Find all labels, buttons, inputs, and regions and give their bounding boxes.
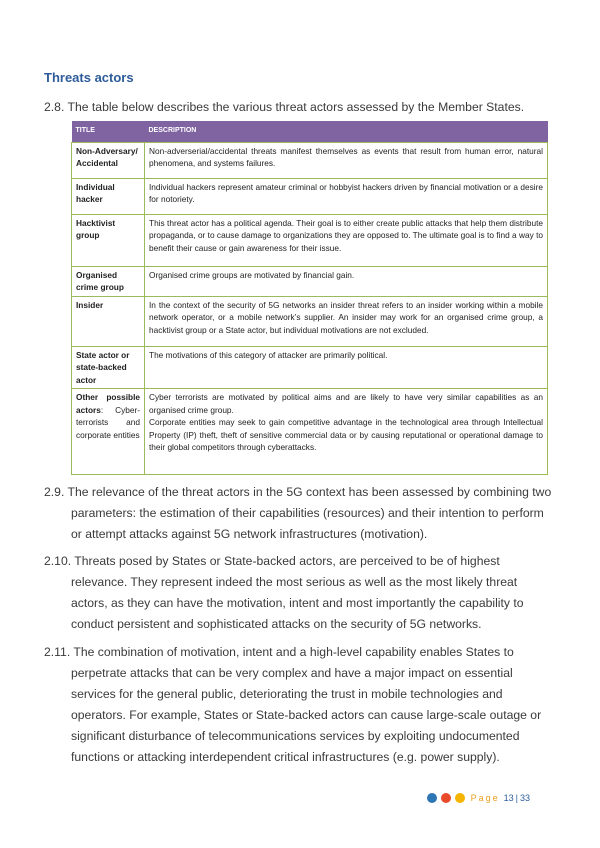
row-description: The motivations of this category of attacker are primarily political. <box>145 346 548 389</box>
blue-dot-icon <box>427 793 437 803</box>
table-header-row <box>72 121 548 142</box>
row-title: Non-Adversary/ Accidental <box>72 142 145 178</box>
row-title: Individual hacker <box>72 178 145 214</box>
yellow-dot-icon <box>455 793 465 803</box>
row-title: Organised crime group <box>72 266 145 296</box>
row-description <box>145 389 548 475</box>
paragraph-text: The combination of motivation, intent and a high-level capability enables States to perpetrate attacks that can be very complex and have a major impact on essential services for the general public, deteriorating the trust in mobile technologies and operators. For example, States or State-backed actors can cause large-scale outage or significant disturbance of telecommunications services by exploiting undocumented functions or attacking interdependent critical infrastructures (e.g. power supply). <box>71 645 542 764</box>
row-description-part-2: Corporate entities may seek to gain competitive advantage in the technological area through Intellectual Property (IP) theft, theft of sensitive commercial data or by causing reputational or operational damage to their global competitors through cyberattacks. <box>149 417 543 452</box>
row-description: Non-adverserial/accidental threats manifest themselves as events that result from human error, natural phenomena, and systems failures. <box>145 142 548 178</box>
page-total: 33 <box>519 793 530 803</box>
row-title-bold: Other possible actors <box>76 392 140 415</box>
row-title: Hacktivist group <box>72 214 145 266</box>
row-title-rest: : Cyber-terrorists and corporate entities <box>76 404 140 440</box>
paragraph-2-9 <box>44 482 557 545</box>
section-heading: Threats actors <box>44 70 134 85</box>
paragraph-2-8 <box>44 97 530 118</box>
paragraph-text: The relevance of the threat actors in the 5G context has been assessed by combining two parameters: the estimation of their capabilities (resources) and their intention to perform or attempt attacks against 5G network infrastructures (motivation). <box>67 485 552 541</box>
row-description: This threat actor has a political agenda. Their goal is to either create public attacks that help them distribute propaganda, or to cause damage to organizations they are opposed to. The ultimate goal is to find a way to benefit their cause or gain awareness for their issue. <box>145 214 548 266</box>
red-dot-icon <box>441 793 451 803</box>
column-header-description: DESCRIPTION <box>145 121 548 142</box>
table-row <box>72 266 548 296</box>
table-row <box>72 178 548 214</box>
row-title <box>72 389 145 475</box>
table-row <box>72 296 548 346</box>
page-separator: | <box>515 793 518 803</box>
page-footer <box>427 793 530 803</box>
row-description: Organised crime groups are motivated by financial gain. <box>145 266 548 296</box>
table-row <box>72 389 548 475</box>
paragraph-2-10 <box>44 551 557 635</box>
paragraph-number: 2.10. <box>44 554 72 568</box>
paragraph-number: 2.8. <box>44 100 65 114</box>
page-current: 13 <box>503 793 514 803</box>
page-label: Page <box>470 793 500 803</box>
paragraph-2-11 <box>44 642 557 768</box>
row-description-part-1: Cyber terrorists are motivated by political aims and are likely to have very similar capabilities as an organised crime group. <box>149 392 543 415</box>
column-header-title: TITLE <box>72 121 145 142</box>
paragraph-text: The table below describes the various threat actors assessed by the Member States. <box>67 100 525 114</box>
row-description: Individual hackers represent amateur criminal or hobbyist hackers driven by financial motivation or a desire for notoriety. <box>145 178 548 214</box>
paragraph-number: 2.9. <box>44 485 65 499</box>
paragraph-text: Threats posed by States or State-backed actors, are perceived to be of highest relevance. They represent indeed the most serious as well as the most likely threat actors, as they can have the motivation, intent and most importantly the capability to conduct persistent and sophisticated attacks on the security of 5G networks. <box>71 554 524 631</box>
row-title: State actor or state-backed actor <box>72 346 145 389</box>
threat-actors-table <box>71 121 548 475</box>
paragraph-number: 2.11. <box>44 645 71 659</box>
table-row <box>72 346 548 389</box>
row-description: In the context of the security of 5G networks an insider threat refers to an insider working within a mobile network operator, or a mobile network’s supplier. An insider may work for an organised crime group, a hacktivist group or a State actor, but individual motivations are not excluded. <box>145 296 548 346</box>
row-title: Insider <box>72 296 145 346</box>
table-row <box>72 142 548 178</box>
table-row <box>72 214 548 266</box>
